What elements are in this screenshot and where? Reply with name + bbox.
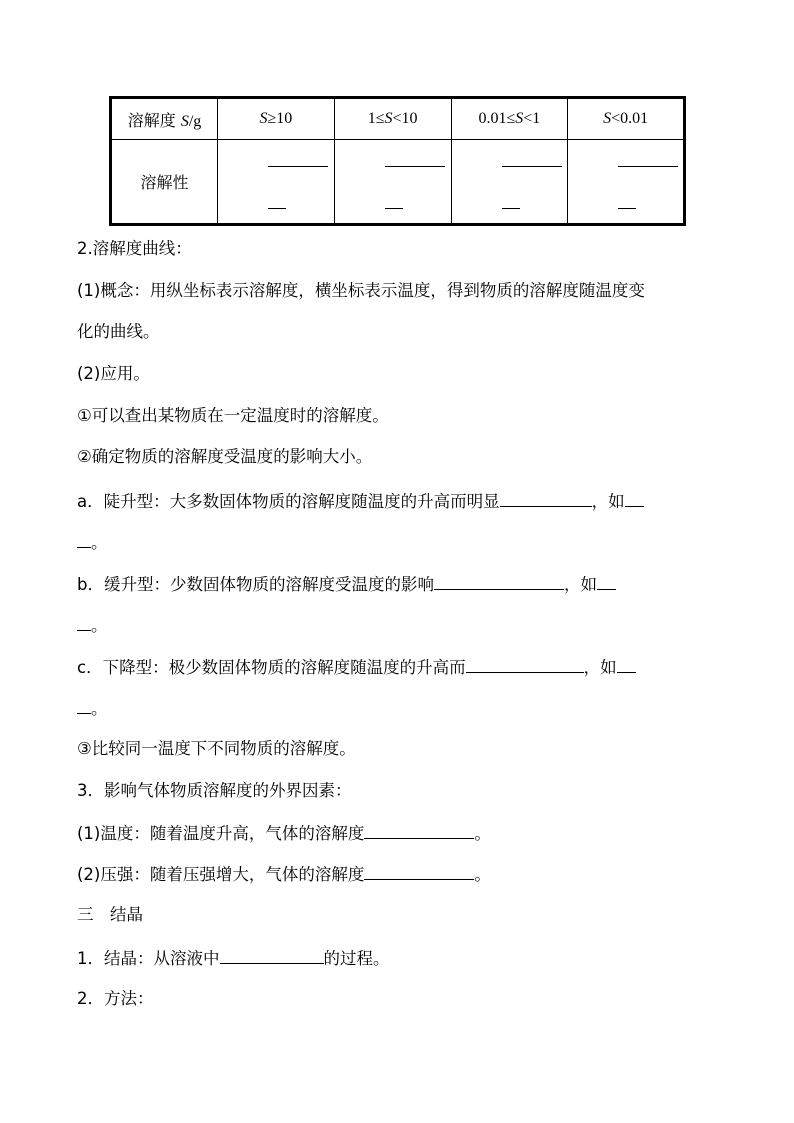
- table-answer-row: [111, 140, 685, 225]
- fill-blank-c-example[interactable]: [617, 655, 636, 673]
- question-c: c．下降型：极少数固体物质的溶解度随温度的升高而 ，如: [77, 655, 636, 679]
- table-header-range-1: S≥10: [218, 98, 335, 140]
- fill-blank-temperature[interactable]: [364, 821, 474, 839]
- list-item-2: ②确定物质的溶解度受温度的影响大小。: [77, 447, 373, 466]
- fill-blank-crystal[interactable]: [220, 946, 324, 964]
- fill-blank-b-example-cont[interactable]: [77, 613, 91, 631]
- paragraph-application: (2)应用。: [77, 364, 150, 383]
- question-methods: 2．方法：: [77, 989, 154, 1008]
- section-heading-crystal: 三 结晶: [77, 905, 143, 924]
- question-a: a．陡升型：大多数固体物质的溶解度随温度的升高而明显 ，如: [77, 489, 644, 513]
- answer-blank-3[interactable]: [451, 140, 568, 225]
- question-b: b．缓升型：少数固体物质的溶解度受温度的影响 ，如: [77, 572, 616, 596]
- question-temperature: (1)温度：随着温度升高，气体的溶解度 。: [77, 821, 491, 845]
- answer-blank-1[interactable]: [218, 140, 335, 225]
- table-header-range-2: 1≤S<10: [334, 98, 451, 140]
- table-header-range-4: S<0.01: [568, 98, 685, 140]
- fill-blank-c-trend[interactable]: [466, 655, 584, 673]
- fill-blank-b-trend[interactable]: [434, 572, 564, 590]
- question-b-cont: 。: [77, 613, 108, 637]
- table-header-row: [111, 98, 685, 140]
- section-heading-gas: 3．影响气体物质溶解度的外界因素：: [77, 781, 352, 800]
- fill-blank-a-trend[interactable]: [500, 489, 592, 507]
- table-row-label: 溶解性: [111, 140, 218, 225]
- fill-blank-c-example-cont[interactable]: [77, 696, 91, 714]
- answer-blank-2[interactable]: [334, 140, 451, 225]
- fill-blank-a-example[interactable]: [625, 489, 644, 507]
- paragraph-concept: (1)概念：用纵坐标表示溶解度，横坐标表示温度，得到物质的溶解度随温度变: [77, 281, 645, 300]
- question-c-cont: 。: [77, 696, 108, 720]
- fill-blank-b-example[interactable]: [597, 572, 616, 590]
- table-header-solubility: 溶解度 S/g: [111, 98, 218, 140]
- fill-blank-a-example-cont[interactable]: [77, 530, 91, 548]
- answer-blank-4[interactable]: [568, 140, 685, 225]
- section-heading-curve: 2.溶解度曲线：: [77, 239, 192, 258]
- paragraph-concept-cont: 化的曲线。: [77, 322, 160, 341]
- question-crystal-definition: 1．结晶：从溶液中 的过程。: [77, 946, 390, 970]
- list-item-3: ③比较同一温度下不同物质的溶解度。: [77, 739, 356, 758]
- question-a-cont: 。: [77, 530, 108, 554]
- list-item-1: ①可以查出某物质在一定温度时的溶解度。: [77, 406, 389, 425]
- table-header-range-3: 0.01≤S<1: [451, 98, 568, 140]
- question-pressure: (2)压强：随着压强增大，气体的溶解度 。: [77, 862, 491, 886]
- solubility-table: [109, 96, 686, 226]
- fill-blank-pressure[interactable]: [364, 862, 474, 880]
